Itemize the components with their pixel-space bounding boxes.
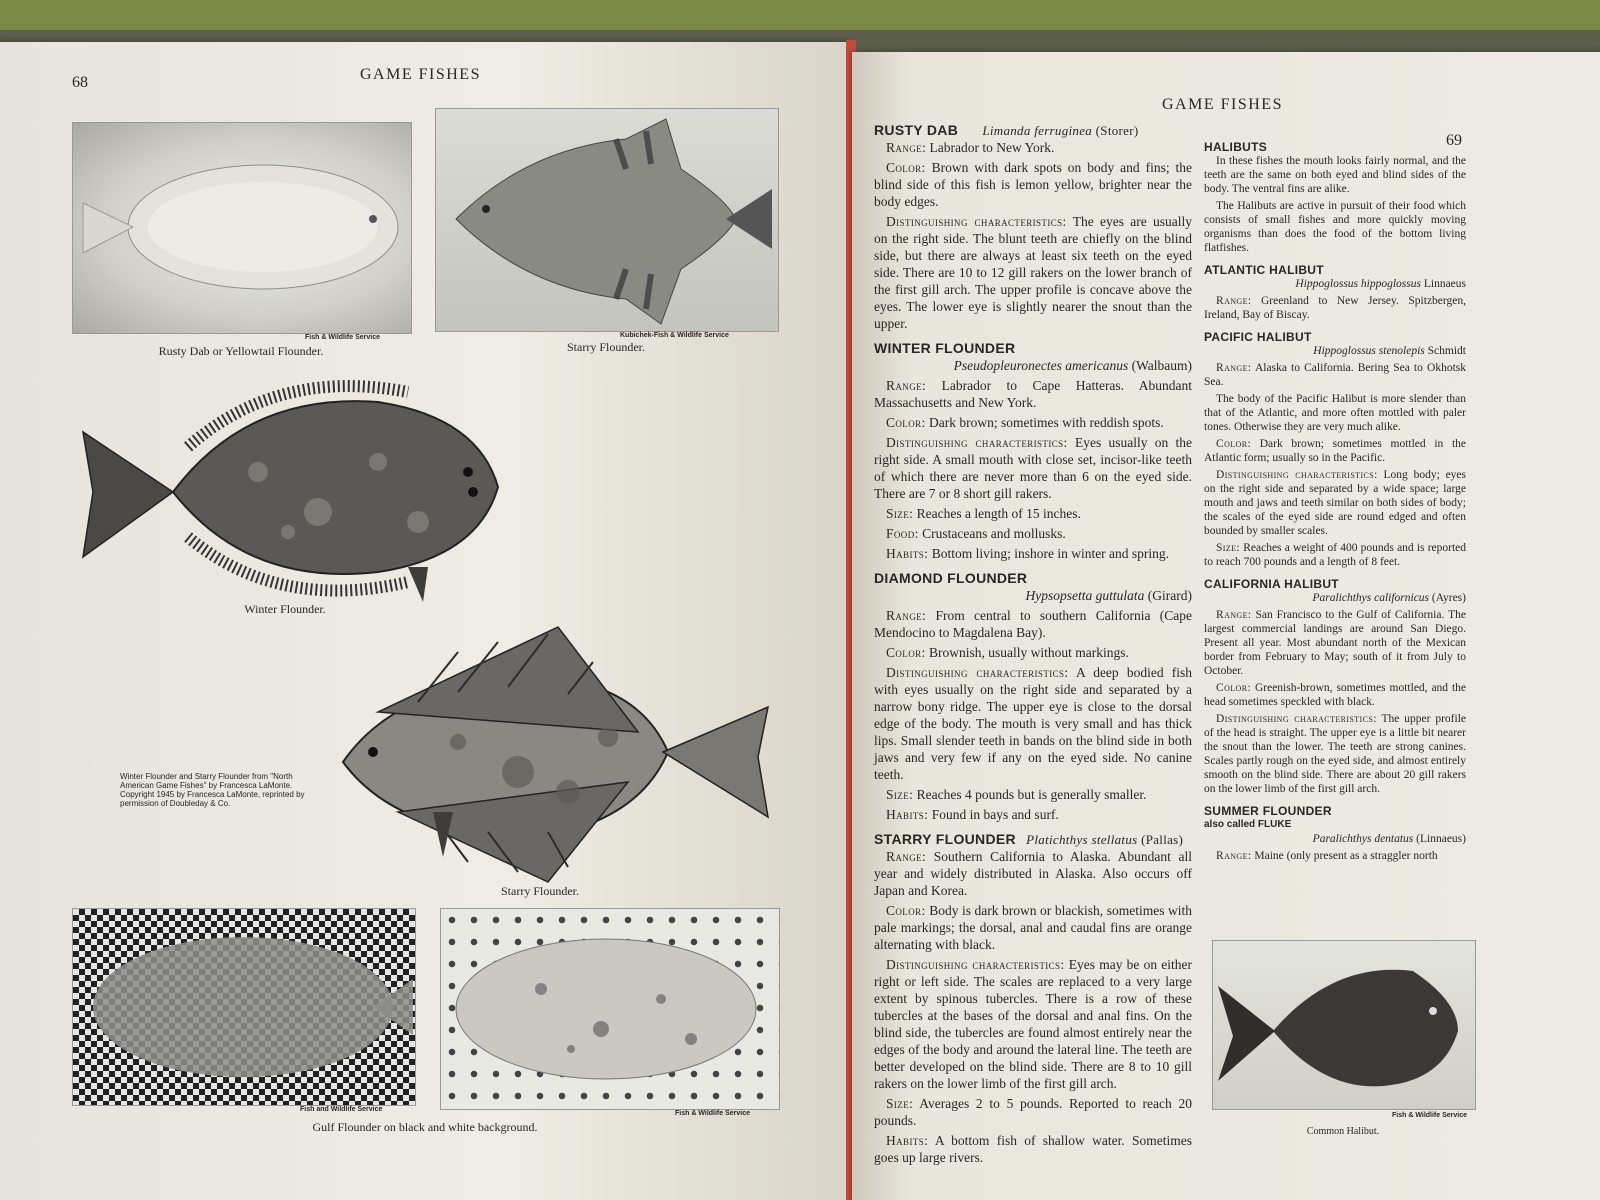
- species-heading: ATLANTIC HALIBUT: [1204, 263, 1324, 277]
- right-page: [852, 52, 1600, 1200]
- figure-caption: Common Halibut.: [1306, 1126, 1380, 1137]
- section-heading: HALIBUTS: [1204, 140, 1268, 154]
- photo-credit: Fish & Wildlife Service: [1392, 1112, 1468, 1119]
- photo-credit: Fish & Wildlife Service: [675, 1110, 751, 1117]
- winter-flounder-drawing: [78, 372, 508, 602]
- species-heading: RUSTY DAB Limanda ferruginea (Storer): [874, 122, 1139, 138]
- page-number: 69: [1446, 132, 1462, 149]
- species-heading: WINTER FLOUNDER: [874, 340, 1016, 356]
- species-heading: STARRY FLOUNDER Platichthys stellatus (Pallas): [874, 831, 1184, 847]
- text-column-1: RUSTY DAB Limanda ferruginea (Storer) Range: Labrador to New York. Color: Brown with dark spots on body and fins; the blind side of this fish is lemon yellow, brighter near the body edges. Distinguishing characteristics: The eyes are usually on the right side. The blunt teeth are chiefly on the blind side, but there are always at least six teeth on the eyed side. There are 10 to 12 gill rakers on the lower branch of the first gill arch. The upper profile is concave above the eyes. The lower eye is slightly nearer the snout than the upper. WINTER FLOUNDER Pseudopleuronectes americanus (Walbaum) Range: Labrador to Cape Hatteras. Abundant Massachusetts and New York. Color: Dark brown; sometimes with reddish spots. Distinguishing characteristics: Eyes usually on the right side. A small mouth with close set, incisor-like teeth of which there are never more than 6 on the eyed side. There are 7 or 8 short gill rakers. Size: Reaches a length of 15 inches. Food: Crustaceans and mollusks. Habits: Bottom living; inshore in winter and spring. DIAMOND FLOUNDER Hypsopsetta guttulata (Girard) Range: From central to southern California (Cape Mendocino to Magdalena Bay). Color: Brownish, usually without markings. Distinguishing characteristics: A deep bodied fish with eyes usually on the right side and separated by a narrow bony ridge. The upper eye is close to the dorsal edge of the body. The mouth is very small and has thick lips. Small slender teeth in bands on the blind side in both jaws and very few if any on the eyed side. No canine teeth. Size: Reaches 4 pounds but is generally smaller. Habits: Found in bays and surf. STARRY FLOUNDER Platichthys stellatus (Pallas) Range: Southern California to Alaska. Abundant all year and widely distributed in Alaska. Also occurs off Japan and Korea. Color: Body is dark brown or blackish, sometimes with pale markings; the dorsal, anal and caudal fins are orange alternating with black. Distinguishing characteristics: Eyes may be on either right or left side. The scales are replaced to a very large extent by spinous tubercles. There is a row of these tubercles at the bases of the dorsal and anal fins. On the blind side, the tubercles are found almost entirely near the edges of the body and around the lateral line. The teeth are better developed on the blind side. There are 8 to 10 gill rakers on the lower limb of the first gill arch. Size: Averages 2 to 5 pounds. Reported to reach 20 pounds. Habits: A bottom fish of shallow water. Sometimes goes up large rivers.: [874, 122, 1193, 1165]
- range-text: Range: Labrador to New York.: [886, 140, 1055, 155]
- species-heading: DIAMOND FLOUNDER: [874, 570, 1028, 586]
- text-column-2: HALIBUTS In these fishes the mouth looks fairly normal, and the teeth are the same on both eyed and blind sides of the body. The ventral fins are alike. The Halibuts are active in pursuit of their food which consists of small fishes and more quickly moving organisms than does the food of the bottom living flatfishes. ATLANTIC HALIBUT Hippoglossus hippoglossus Linnaeus Range: Greenland to New Jersey. Spitzbergen, Ireland, Bay of Biscay. PACIFIC HALIBUT Hippoglossus stenolepis Schmidt Range: Alaska to California. Bering Sea to Okhotsk Sea. The body of the Pacific Halibut is more slender than that of the Atlantic, and more often mottled with paler tones. Otherwise they are very much alike. Color: Dark brown; sometimes mottled in the Atlantic form; usually so in the Pacific. Distinguishing characteristics: Long body; eyes on the right side and separated by a wide space; large mouth and jaws and teeth similar on both sides of body; the scales of the eyed side are round edged and often bounded by smaller scales. Size: Reaches a weight of 400 pounds and is reported to reach 700 pounds and a length of 8 feet. CALIFORNIA HALIBUT Paralichthys californicus (Ayres) Range: San Francisco to the Gulf of California. The largest commercial landings are around San Diego. Present all year. Most abundant north of the Mexican border from February to May; south of it from July to October. Color: Greenish-brown, sometimes mottled, and the head sometimes speckled with black. Distinguishing characteristics: The upper profile of the head is straight. The upper eye is a little bit nearer the snout than the lower. The teeth are strong canines. Scales partly rough on the eyed side, and almost entirely smooth on the blind side. There are about 20 gill rakers on the lower limb of the first gill arch. SUMMER FLOUNDER also called FLUKE Paralichthys dentatus (Linnaeus) Range: Maine (only present as a straggler north: [1204, 140, 1467, 862]
- species-heading: PACIFIC HALIBUT: [1204, 330, 1312, 344]
- species-heading: SUMMER FLOUNDER: [1204, 804, 1332, 818]
- species-heading: CALIFORNIA HALIBUT: [1204, 577, 1339, 591]
- permission-note: Winter Flounder and Starry Flounder from "North American Game Fishes" by Francesca LaMonte. Copyright 1945 by Francesca LaMonte, reprinted by permission of Doubleday & Co.: [120, 772, 305, 808]
- photo-credit: Fish & Wildlife Service: [305, 334, 381, 341]
- starry-flounder-drawing: [338, 622, 778, 887]
- left-page: [0, 42, 850, 1200]
- gulf-flounder-white-photo: [440, 908, 780, 1110]
- starry-flounder-photo: [435, 108, 779, 332]
- running-head: GAME FISHES: [360, 66, 481, 83]
- figure-caption: Starry Flounder.: [567, 340, 645, 354]
- alias-text: also called FLUKE: [1204, 819, 1292, 830]
- figure-caption: Starry Flounder.: [501, 884, 579, 898]
- figure-caption: Rusty Dab or Yellowtail Flounder.: [158, 344, 324, 358]
- figure-caption: Gulf Flounder on black and white background.: [312, 1120, 538, 1134]
- characteristics-text: Distinguishing characteristics: The eyes are usually on the right side. The blunt teeth are chiefly on the blind side, but there are always at least six teeth on the eyed side. There are 10 to 12 gill rakers on the lower branch of the first gill arch. The upper profile is concave above the eyes. The lower eye is slightly nearer the snout than the upper.: [874, 214, 1192, 331]
- photo-credit: Kubichek-Fish & Wildlife Service: [620, 332, 729, 339]
- page-number: 68: [72, 74, 88, 91]
- common-halibut-photo: [1212, 940, 1476, 1110]
- figure-caption: Winter Flounder.: [244, 602, 326, 616]
- running-head: GAME FISHES: [1162, 96, 1283, 113]
- gulf-flounder-black-photo: [72, 908, 416, 1106]
- color-text: Color: Brown with dark spots on body and fins; the blind side of this fish is lemon yellow, brighter near the body edges.: [874, 160, 1193, 209]
- rusty-dab-photo: [72, 122, 412, 334]
- photo-credit: Fish and Wildlife Service: [300, 1106, 383, 1113]
